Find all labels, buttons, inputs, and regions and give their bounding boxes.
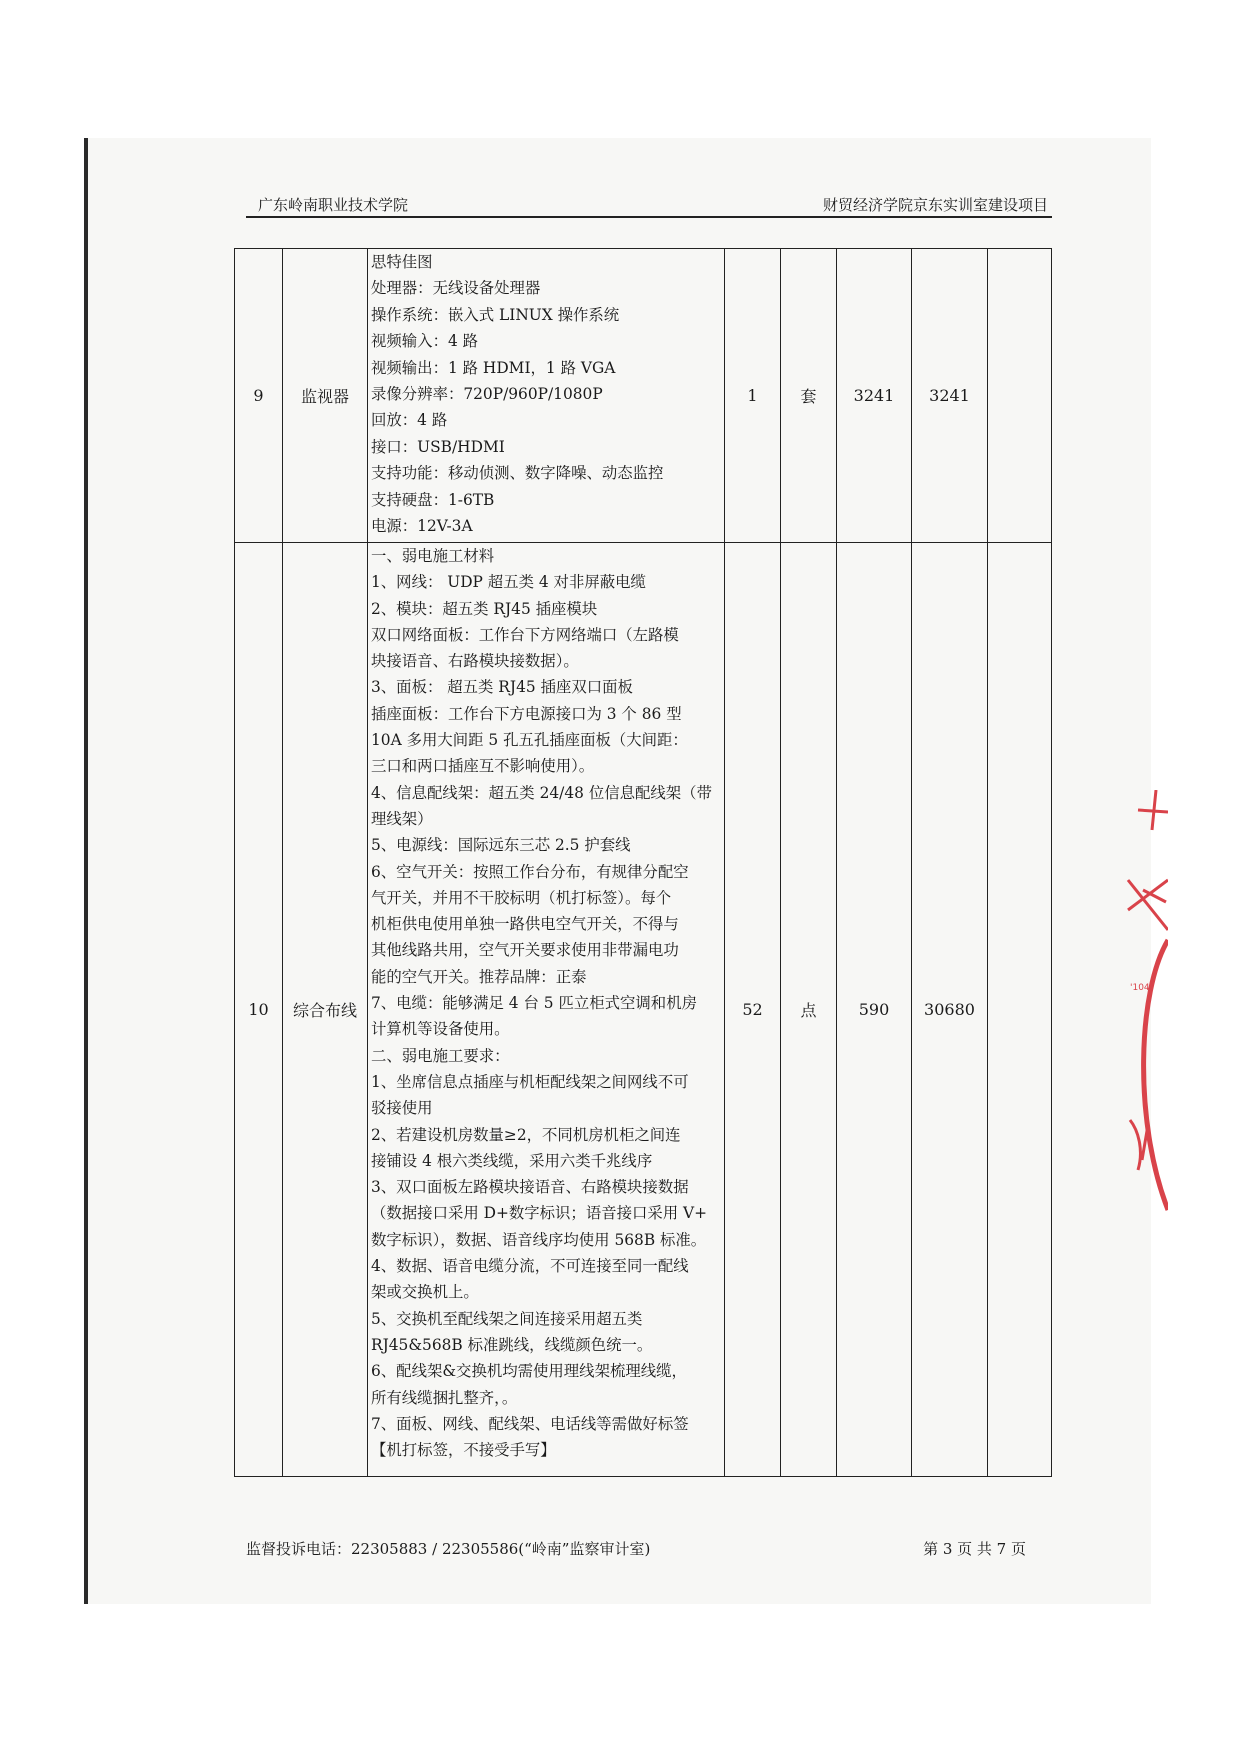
spec-line: 视频输出：1 路 HDMI，1 路 VGA [371, 358, 616, 377]
svg-text:'104: '104 [1130, 983, 1150, 993]
row-number: 10 [235, 543, 283, 1477]
spec-line: 5、交换机至配线架之间连接采用超五类 [371, 1309, 643, 1328]
page-header [246, 194, 1052, 218]
red-seal-fragment [1108, 790, 1168, 1250]
spec-line: 一、弱电施工材料 [371, 547, 495, 565]
spec-line: 双口网络面板：工作台下方网络端口（左路模 [371, 625, 679, 644]
spec-line: 驳接使用 [371, 1099, 433, 1118]
spec-line: 4、数据、语音电缆分流，不可连接至同一配线 [371, 1257, 689, 1276]
spec-line: 3、面板： 超五类 RJ45 插座双口面板 [371, 678, 633, 697]
spec-line: 7、面板、网线、配线架、电话线等需做好标签 [371, 1414, 689, 1433]
spec-line: 插座面板：工作台下方电源接口为 3 个 86 型 [371, 704, 682, 723]
header-institution: 广东岭南职业技术学院 [258, 196, 409, 214]
spec-line: 数字标识），数据、语音线序均使用 568B 标准。 [371, 1230, 707, 1249]
item-remark [988, 249, 1052, 543]
item-unit-price: 3241 [837, 249, 912, 543]
spec-line: 能的空气开关。推荐品牌：正泰 [371, 967, 587, 986]
spec-line: 1、坐席信息点插座与机柜配线架之间网线不可 [371, 1072, 689, 1091]
row-number: 9 [235, 249, 283, 543]
spec-line: 接铺设 4 根六类线缆，采用六类千兆线序 [371, 1151, 653, 1170]
item-unit-price: 590 [837, 543, 912, 1477]
spec-line: 录像分辨率：720P/960P/1080P [371, 385, 603, 404]
spec-line: 2、模块：超五类 RJ45 插座模块 [371, 599, 598, 618]
footer-hotline: 监督投诉电话：22305883 / 22305586(“岭南”监察审计室) [246, 1540, 651, 1558]
item-unit: 套 [781, 249, 837, 543]
spec-line: 回放：4 路 [371, 411, 448, 430]
item-remark [988, 543, 1052, 1477]
item-name: 监视器 [283, 249, 368, 543]
spec-line: 所有线缆捆扎整齐，。 [371, 1388, 518, 1407]
spec-line: 气开关，并用不干胶标明（机打标签）。每个 [371, 888, 672, 907]
spec-line: 架或交换机上。 [371, 1283, 479, 1302]
spec-line: 6、空气开关：按照工作台分布，有规律分配空 [371, 862, 689, 881]
spec-line: 10A 多用大间距 5 孔五孔插座面板（大间距： [371, 731, 688, 750]
item-quantity: 52 [725, 543, 781, 1477]
item-total: 30680 [912, 543, 988, 1477]
spec-line: 【机打标签，不接受手写】 [371, 1441, 556, 1460]
item-unit: 点 [781, 543, 837, 1477]
spec-line: 视频输入：4 路 [371, 332, 479, 351]
spec-line: 支持功能：移动侦测、数字降噪、动态监控 [371, 464, 664, 483]
table-row [235, 249, 1052, 543]
spec-line: 三口和两口插座互不影响使用）。 [371, 757, 595, 776]
spec-line: 其他线路共用，空气开关要求使用非带漏电功 [371, 941, 679, 960]
spec-table [234, 248, 1052, 1477]
item-spec [368, 249, 725, 543]
spec-line: （数据接口采用 D+数字标识；语音接口采用 V+ [371, 1204, 708, 1223]
page-number: 第 3 页 共 7 页 [923, 1540, 1026, 1558]
spec-line: 接口：USB/HDMI [371, 437, 505, 456]
item-quantity: 1 [725, 249, 781, 543]
spec-line: RJ45&568B 标准跳线，线缆颜色统一。 [371, 1335, 653, 1354]
spec-line: 6、配线架&交换机均需使用理线架梳理线缆， [371, 1362, 687, 1381]
spec-line: 处理器：无线设备处理器 [371, 279, 541, 298]
spec-line: 理线架） [371, 809, 433, 828]
item-name: 综合布线 [283, 543, 368, 1477]
spec-line: 5、电源线：国际远东三芯 2.5 护套线 [371, 836, 631, 855]
item-spec [368, 543, 725, 1477]
spec-line: 电源：12V-3A [371, 517, 473, 536]
spec-line: 2、若建设机房数量≥2，不同机房机柜之间连 [371, 1125, 681, 1144]
spec-line: 块接语音、右路模块接数据）。 [371, 652, 579, 671]
spec-line: 计算机等设备使用。 [371, 1020, 510, 1039]
item-total: 3241 [912, 249, 988, 543]
spec-line: 1、网线： UDP 超五类 4 对非屏蔽电缆 [371, 573, 646, 592]
spec-line: 3、双口面板左路模块接语音、右路模块接数据 [371, 1178, 689, 1197]
header-project: 财贸经济学院京东实训室建设项目 [822, 196, 1048, 214]
spec-line: 机柜供电使用单独一路供电空气开关，不得与 [371, 915, 679, 934]
spec-line: 思特佳图 [371, 253, 433, 271]
spec-line: 7、电缆：能够满足 4 台 5 匹立柜式空调和机房 [371, 994, 697, 1013]
spec-line: 4、信息配线架：超五类 24/48 位信息配线架（带 [371, 783, 712, 802]
spec-line: 操作系统：嵌入式 LINUX 操作系统 [371, 305, 620, 324]
spec-line: 二、弱电施工要求： [371, 1046, 510, 1065]
table-row [235, 543, 1052, 1477]
spec-line: 支持硬盘：1-6TB [371, 490, 495, 509]
